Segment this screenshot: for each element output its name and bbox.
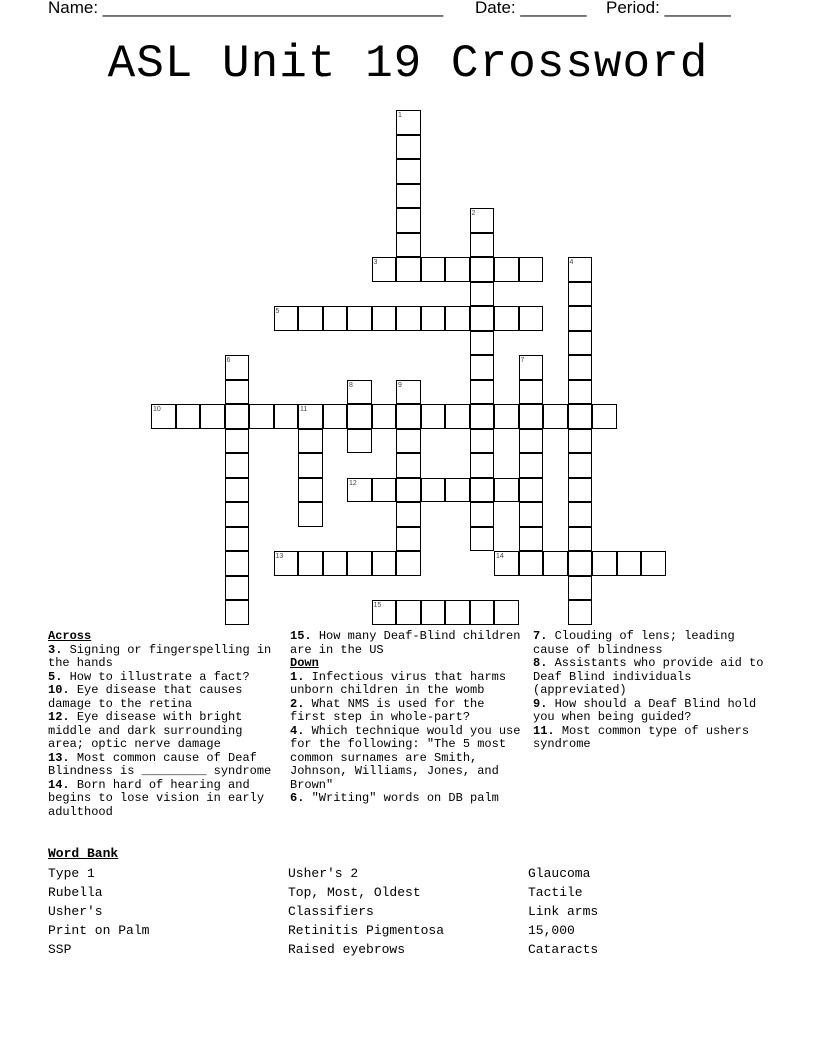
crossword-cell[interactable] (568, 502, 593, 527)
crossword-cell[interactable] (519, 502, 544, 527)
crossword-cell[interactable] (225, 478, 250, 503)
crossword-cell[interactable] (347, 429, 372, 454)
crossword-cell[interactable] (470, 429, 495, 454)
clue-down-9: 9. How should a Deaf Blind hold you when being guided? (533, 696, 757, 724)
word-bank-item: Raised eyebrows (288, 942, 406, 957)
crossword-cell[interactable] (323, 404, 348, 429)
clue-across-14: 14. Born hard of hearing and begins to lose vision in early adulthood (48, 777, 265, 819)
crossword-cell[interactable] (347, 404, 372, 429)
crossword-cell[interactable] (470, 404, 495, 429)
clue-across-5: 5. How to illustrate a fact? (48, 669, 250, 684)
crossword-cell[interactable] (445, 478, 470, 503)
word-bank-item: Type 1 (48, 866, 95, 881)
crossword-cell[interactable] (225, 502, 250, 527)
clue-across-10: 10. Eye disease that causes damage to the retina (48, 683, 243, 711)
cell-number: 10 (153, 406, 161, 413)
crossword-cell[interactable] (347, 551, 372, 576)
cell-number: 2 (471, 210, 476, 217)
word-bank-item: Glaucoma (528, 866, 591, 881)
cell-number: 1 (398, 112, 402, 119)
clue-across-15: 15. How many Deaf-Blind children are in the US (290, 629, 521, 657)
crossword-cell[interactable] (421, 600, 446, 625)
cell-number: 7 (520, 357, 525, 364)
crossword-cell[interactable] (396, 404, 421, 429)
crossword-cell[interactable] (568, 600, 593, 625)
word-bank-column-1 (48, 864, 149, 959)
crossword-cell[interactable] (568, 429, 593, 454)
crossword-cell[interactable] (396, 502, 421, 527)
crossword-cell[interactable] (225, 551, 250, 576)
crossword-cell[interactable] (470, 257, 495, 282)
word-bank-item: Rubella (48, 885, 103, 900)
cell-number: 13 (275, 553, 284, 560)
word-bank-column-2 (288, 864, 444, 959)
crossword-cell[interactable] (225, 527, 250, 552)
clue-down-2: 2. What NMS is used for the first step in whole-part? (290, 696, 485, 724)
crossword-cell[interactable] (519, 551, 544, 576)
crossword-cell[interactable] (323, 306, 348, 331)
crossword-cell[interactable] (641, 551, 666, 576)
crossword-cell[interactable] (519, 257, 544, 282)
word-bank-item: SSP (48, 942, 72, 957)
crossword-cell[interactable] (445, 404, 470, 429)
crossword-cell[interactable] (396, 551, 421, 576)
crossword-cell[interactable] (568, 306, 593, 331)
crossword-cell[interactable] (445, 257, 470, 282)
crossword-cell[interactable] (298, 551, 323, 576)
crossword-cell[interactable] (421, 478, 446, 503)
crossword-cell[interactable] (519, 404, 544, 429)
cell-number: 4 (569, 259, 574, 266)
period-field[interactable]: Period: _______ (606, 0, 731, 17)
crossword-cell[interactable] (568, 355, 593, 380)
clue-across-13: 13. Most common cause of Deaf Blindness is _________ syndrome (48, 750, 272, 778)
clue-across-12: 12. Eye disease with bright middle and dark surrounding area; optic nerve damage (48, 710, 243, 751)
crossword-cell[interactable] (225, 429, 250, 454)
crossword-cell[interactable] (274, 404, 299, 429)
cell-number: 12 (349, 479, 357, 487)
word-bank-item: 15,000 (528, 923, 575, 938)
crossword-cell[interactable] (519, 527, 544, 552)
down-heading: Down (290, 656, 319, 670)
crossword-cell[interactable] (176, 404, 201, 429)
crossword-cell[interactable] (445, 600, 470, 625)
cell-number: 6 (226, 357, 231, 364)
crossword-cell[interactable] (494, 600, 519, 625)
crossword-cell[interactable] (519, 380, 544, 405)
clues-column-1 (48, 630, 284, 819)
crossword-cell[interactable] (372, 478, 397, 503)
crossword-cell[interactable] (396, 527, 421, 552)
crossword-cell[interactable] (372, 306, 397, 331)
crossword-cell[interactable] (396, 208, 421, 233)
crossword-cell[interactable] (568, 453, 593, 478)
cell-number: 8 (349, 381, 353, 389)
crossword-cell[interactable] (470, 527, 495, 552)
clues-column-2 (290, 630, 526, 806)
cell-number: 14 (496, 553, 504, 560)
cell-number: 15 (373, 602, 382, 609)
cell-number: 5 (275, 308, 280, 315)
crossword-cell[interactable] (225, 576, 250, 601)
crossword-cell[interactable] (470, 380, 495, 405)
clue-down-8: 8. Assistants who provide aid to Deaf Blind individuals (appreviated) (533, 656, 764, 697)
crossword-cell[interactable] (298, 502, 323, 527)
crossword-cell[interactable] (421, 404, 446, 429)
crossword-cell[interactable] (494, 404, 519, 429)
crossword-cell[interactable] (568, 380, 593, 405)
cell-number: 3 (373, 259, 378, 266)
word-bank-heading: Word Bank (48, 846, 119, 861)
word-bank-item: Link arms (528, 904, 599, 919)
across-heading: Across (48, 629, 92, 643)
crossword-cell[interactable] (470, 502, 495, 527)
crossword-cell[interactable] (200, 404, 225, 429)
crossword-cell[interactable] (568, 551, 593, 576)
crossword-cell[interactable] (470, 453, 495, 478)
crossword-cell[interactable] (494, 257, 519, 282)
crossword-cell[interactable] (592, 551, 617, 576)
crossword-cell[interactable] (298, 478, 323, 503)
cell-number: 9 (398, 381, 402, 389)
crossword-cell[interactable] (396, 478, 421, 503)
word-bank-item: Retinitis Pigmentosa (288, 923, 445, 938)
cell-number: 11 (300, 406, 308, 413)
clue-down-6: 6. "Writing" words on DB palm (290, 791, 499, 805)
crossword-cell[interactable] (519, 429, 544, 454)
crossword-cell[interactable] (225, 453, 250, 478)
word-bank-item: Cataracts (528, 942, 599, 957)
clue-down-7: 7. Clouding of lens; leading cause of blindness (533, 629, 735, 657)
crossword-cell[interactable] (568, 527, 593, 552)
crossword-cell[interactable] (347, 306, 372, 331)
word-bank-item: Usher's (48, 904, 103, 919)
crossword-cell[interactable] (543, 404, 568, 429)
clue-down-11: 11. Most common type of ushers syndrome (533, 723, 750, 751)
crossword-cell[interactable] (396, 453, 421, 478)
crossword-cell[interactable] (543, 551, 568, 576)
word-bank-column-3 (528, 864, 598, 959)
date-field[interactable]: Date: _______ (475, 0, 587, 17)
crossword-cell[interactable] (396, 159, 421, 184)
crossword-cell[interactable] (396, 600, 421, 625)
crossword-cell[interactable] (470, 306, 495, 331)
crossword-cell[interactable] (568, 478, 593, 503)
crossword-cell[interactable] (421, 257, 446, 282)
crossword-cell[interactable] (372, 551, 397, 576)
word-bank-item: Print on Palm (48, 923, 150, 938)
crossword-cell[interactable] (396, 135, 421, 160)
clue-across-3: 3. Signing or fingerspelling in the hands (48, 642, 272, 670)
crossword-cell[interactable] (568, 331, 593, 356)
crossword-cell[interactable] (298, 306, 323, 331)
crossword-cell[interactable] (249, 404, 274, 429)
crossword-cell[interactable] (396, 429, 421, 454)
crossword-cell[interactable] (568, 576, 593, 601)
clue-down-1: 1. Infectious virus that harms unborn children in the womb (290, 669, 507, 697)
crossword-cell[interactable] (445, 306, 470, 331)
crossword-cell[interactable] (225, 600, 250, 625)
crossword-cell[interactable] (470, 355, 495, 380)
crossword-cell[interactable] (470, 331, 495, 356)
crossword-cell[interactable] (396, 184, 421, 209)
page-title: ASL Unit 19 Crossword (107, 38, 709, 90)
crossword-cell[interactable] (225, 404, 250, 429)
crossword-cell[interactable] (421, 306, 446, 331)
crossword-cell[interactable] (568, 404, 593, 429)
name-field[interactable]: Name: ____________________________________ (48, 0, 444, 17)
clues-column-3 (533, 630, 769, 752)
crossword-cell[interactable] (298, 429, 323, 454)
word-bank-item: Top, Most, Oldest (288, 885, 421, 900)
crossword-cell[interactable] (519, 478, 544, 503)
crossword-cell[interactable] (396, 233, 421, 258)
crossword-cell[interactable] (225, 380, 250, 405)
crossword-cell[interactable] (396, 306, 421, 331)
word-bank-item: Tactile (528, 885, 583, 900)
crossword-cell[interactable] (494, 306, 519, 331)
crossword-cell[interactable] (323, 551, 348, 576)
crossword-cell[interactable] (470, 600, 495, 625)
crossword-cell[interactable] (470, 478, 495, 503)
word-bank-item: Classifiers (288, 904, 374, 919)
crossword-cell[interactable] (519, 453, 544, 478)
word-bank-item: Usher's 2 (288, 866, 359, 881)
crossword-cell[interactable] (568, 282, 593, 307)
crossword-cell[interactable] (470, 282, 495, 307)
crossword-cell[interactable] (494, 478, 519, 503)
crossword-cell[interactable] (372, 404, 397, 429)
crossword-cell[interactable] (592, 404, 617, 429)
crossword-cell[interactable] (298, 453, 323, 478)
crossword-cell[interactable] (519, 306, 544, 331)
crossword-cell[interactable] (396, 257, 421, 282)
crossword-cell[interactable] (470, 233, 495, 258)
clue-down-4: 4. Which technique would you use for the following: "The 5 most common surnames are Smith, Johnson, Williams, Jones, and Brown" (290, 723, 521, 792)
crossword-cell[interactable] (617, 551, 642, 576)
